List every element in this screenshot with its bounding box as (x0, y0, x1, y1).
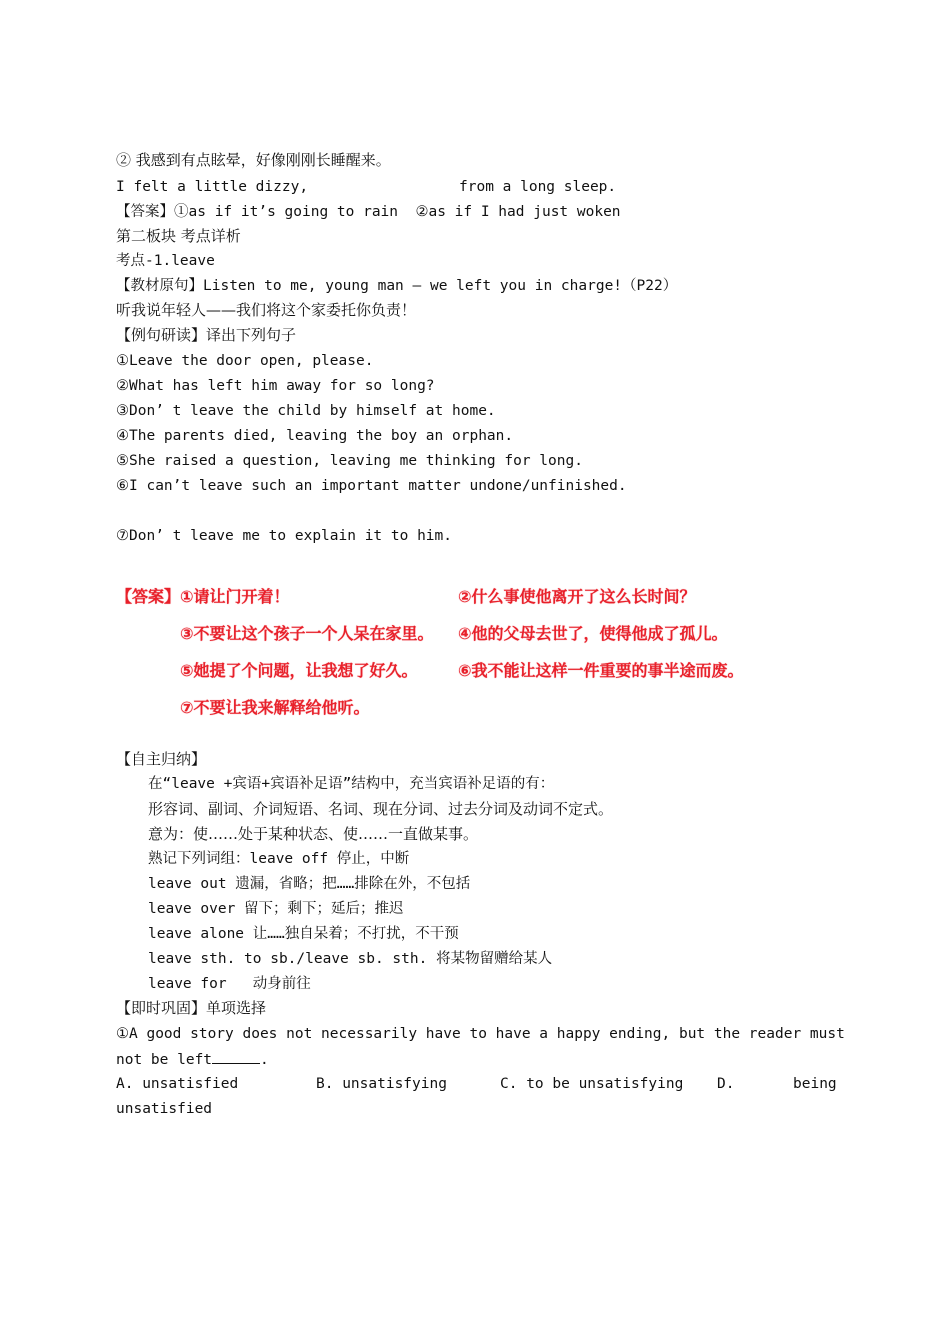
example-sentence: ③Don’ t leave the child by himself at home. (116, 403, 496, 419)
question-text: ①A good story does not necessarily have to have a happy ending, but the reader must (116, 1026, 845, 1042)
example-sentence: ②What has left him away for so long? (116, 378, 435, 394)
question-text-continued (116, 1049, 269, 1070)
example-sentence: ⑥I can’t leave such an important matter undone/unfinished. (116, 478, 627, 494)
summary-line: 在“leave +宾语+宾语补足语”结构中，充当宾语补足语的有： (148, 776, 555, 792)
answer-text: ⑥我不能让这样一件重要的事半途而废。 (458, 661, 744, 680)
answer-text: ③不要让这个孩子一个人呆在家里。 (180, 624, 434, 643)
question-fragment: not be left (116, 1052, 213, 1068)
question-period: . (260, 1052, 269, 1068)
exercise-heading: 【即时巩固】单项选择 (116, 999, 267, 1017)
summary-line: leave alone 让……独自呆着；不打扰，不干预 (148, 926, 459, 942)
option-b: B. unsatisfying (316, 1076, 447, 1092)
option-a: A. unsatisfied (116, 1076, 239, 1092)
summary-heading: 【自主归纳】 (116, 750, 207, 768)
summary-line: leave for 动身前往 (148, 976, 311, 992)
fill-sentence-end: from a long sleep. (459, 179, 617, 195)
example-sentence: ①Leave the door open, please. (116, 353, 374, 369)
example-sentence: ④The parents died, leaving the boy an orphan. (116, 428, 514, 444)
summary-line: 熟记下列词组：leave off 停止，中断 (148, 851, 410, 867)
translation-prompt-2: ② 我感到有点眩晕，好像刚刚长睡醒来。 (116, 151, 391, 169)
example-sentence: ⑤She raised a question, leaving me thinking for long. (116, 453, 583, 469)
option-d-word-continued: unsatisfied (116, 1101, 213, 1117)
example-heading: 【例句研读】译出下列句子 (116, 326, 297, 344)
answer-text: ②什么事使他离开了这么长时间？ (458, 587, 696, 606)
answer-text: ⑤她提了个问题，让我想了好久。 (180, 661, 418, 680)
fill-sentence-start: I felt a little dizzy, (116, 179, 309, 195)
summary-line: leave sth. to sb./leave sb. sth. 将某物留赠给某人 (148, 951, 553, 967)
textbook-sentence: 【教材原句】Listen to me, young man — we left you in charge!（P22） (116, 278, 678, 294)
option-d-word: being (793, 1076, 837, 1092)
example-sentence: ⑦Don’ t leave me to explain it to him. (116, 528, 452, 544)
answer-blank (212, 1049, 260, 1064)
section-heading: 第二板块 考点详析 (116, 227, 241, 245)
textbook-translation: 听我说年轻人——我们将这个家委托你负责！ (116, 301, 417, 319)
answer-line: 【答案】①as if it’s going to rain ②as if I had just woken (116, 204, 621, 220)
option-c: C. to be unsatisfying (500, 1076, 684, 1092)
option-d-label: D. (717, 1076, 735, 1092)
answer-text: 【答案】①请让门开着！ (116, 587, 290, 606)
summary-line: leave over 留下；剩下；延后；推迟 (148, 901, 404, 917)
summary-line: leave out 遗漏，省略；把……排除在外，不包括 (148, 876, 471, 892)
answer-text: ⑦不要让我来解释给他听。 (180, 698, 370, 717)
summary-line: 形容词、副词、介词短语、名词、现在分词、过去分词及动词不定式。 (148, 800, 614, 818)
summary-line: 意为：使……处于某种状态、使……一直做某事。 (148, 825, 479, 843)
answer-text: ④他的父母去世了，使得他成了孤儿。 (458, 624, 728, 643)
topic-heading: 考点-1.leave (116, 253, 215, 269)
